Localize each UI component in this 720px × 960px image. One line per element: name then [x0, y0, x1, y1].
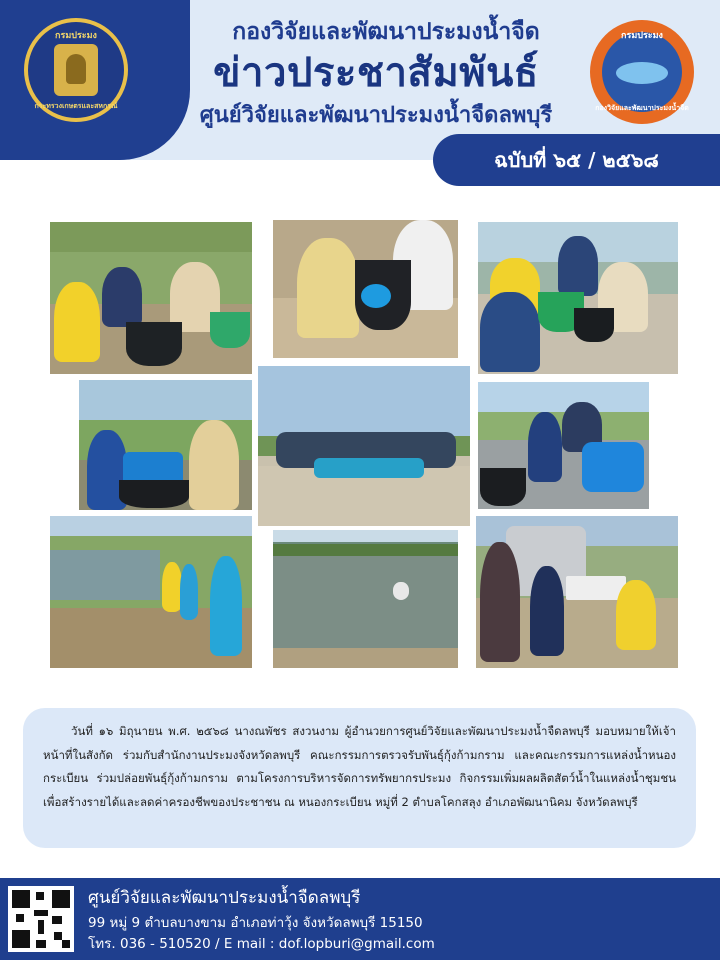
footer: [0, 878, 720, 960]
photo-9: [476, 516, 678, 668]
photo-7: [50, 516, 252, 668]
emblem-top-text: กรมประมง: [55, 31, 97, 41]
logo-top-text: กรมประมง: [621, 31, 663, 41]
fish-logo-icon: [602, 32, 682, 112]
news-caption-box: [23, 708, 696, 848]
news-caption-text: วันที่ ๑๖ มิถุนายน พ.ศ. ๒๕๖๘ นางณพัชร สงวนงาม ผู้อำนวยการศูนย์วิจัยและพัฒนาประมงน้ำจืดลพบุรี มอบหมายให้เจ้าหน้าที่ในสังกัด ร่วมกับสำนักงานประมงจังหวัดลพบุรี คณะกรรมการตรวจรับพันธุ์กุ้งก้ามกราม และคณะกรรมการแหล่งน้ำหนองกระเบียน ร่วมปล่อยพันธุ์กุ้งก้ามกราม ตามโครงการบริหารจัดการทรัพยากรประมง กิจกรรมเพิ่มผลผลิตสัตว์น้ำในแหล่งน้ำชุมชนเพื่อสร้างรายได้และลดค่าครองชีพของประชาชน ณ หนองกระเบียน หมู่ที่ 2 ตำบลโคกสลุง อำเภอพัฒนานิคม จังหวัดลพบุรี: [43, 724, 676, 809]
photo-2: [273, 220, 458, 358]
footer-contact[interactable]: โทร. 036 - 510520 / E mail : dof.lopburi@gmail.com: [88, 936, 435, 952]
logo-bottom-text: กองวิจัยและพัฒนาประมงน้ำจืด: [595, 104, 689, 112]
photo-3: [478, 222, 678, 374]
photo-4: [79, 380, 252, 510]
photo-5: [258, 366, 470, 526]
page-title: ข่าวประชาสัมพันธ์: [213, 50, 539, 96]
issue-number-badge: ฉบับที่ ๖๕ / ๒๕๖๘: [433, 134, 720, 186]
division-logo-icon: [590, 20, 694, 124]
footer-address: 99 หมู่ 9 ตำบลบางขาม อำเภอท่าวุ้ง จังหวัดลพบุรี 15150: [88, 915, 423, 931]
footer-org-name: ศูนย์วิจัยและพัฒนาประมงน้ำจืดลพบุรี: [88, 888, 361, 908]
emblem-seal: [54, 44, 98, 96]
division-name: กองวิจัยและพัฒนาประมงน้ำจืด: [232, 19, 540, 45]
qr-code-icon[interactable]: [8, 886, 74, 952]
photo-1: [50, 222, 252, 374]
department-emblem-icon: [24, 18, 128, 122]
photo-8: [273, 530, 458, 668]
header-left-panel: [0, 0, 190, 160]
emblem-bottom-text: กระทรวงเกษตรและสหกรณ์: [34, 102, 118, 110]
center-name: ศูนย์วิจัยและพัฒนาประมงน้ำจืดลพบุรี: [199, 103, 553, 128]
photo-6: [478, 382, 649, 509]
